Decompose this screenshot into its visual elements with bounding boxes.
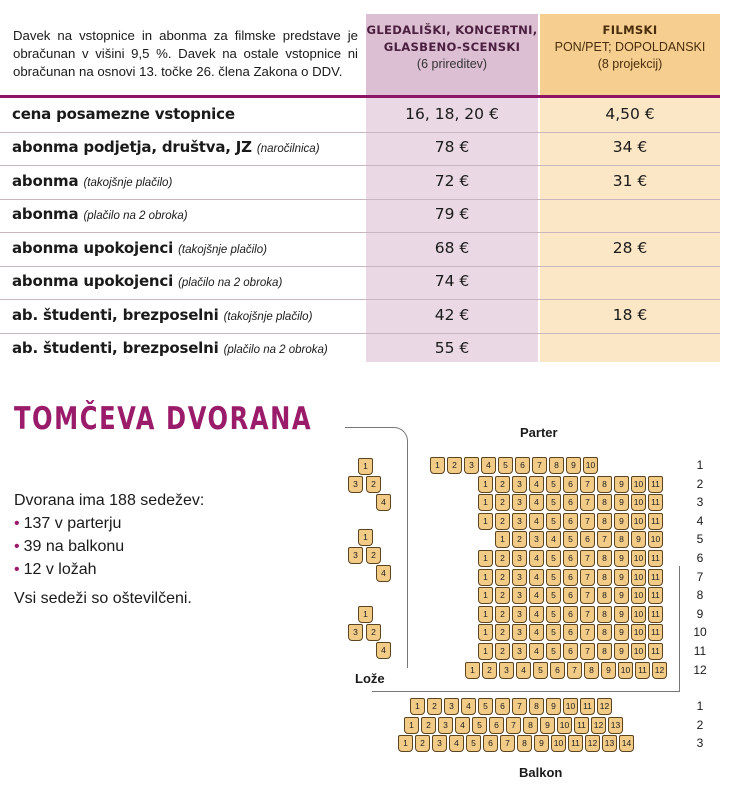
parter-seat[interactable]: 4: [529, 643, 544, 660]
price-theatre: 68 €: [434, 238, 470, 257]
parter-seat[interactable]: 8: [597, 643, 612, 660]
parter-seat[interactable]: 3: [512, 513, 527, 530]
row-number: 1: [696, 458, 704, 472]
row-label: [12, 239, 267, 257]
parter-seat[interactable]: 7: [580, 476, 595, 493]
parter-seat[interactable]: 4: [546, 531, 561, 548]
parter-seat[interactable]: 3: [512, 494, 527, 511]
column-header-title-line1: FILMSKI: [602, 23, 658, 37]
parter-seat[interactable]: 1: [478, 513, 493, 530]
parter-seat[interactable]: 7: [580, 513, 595, 530]
hall-title: TOMČEVA DVORANA: [14, 401, 313, 437]
parter-seat[interactable]: 2: [495, 624, 510, 641]
parter-seat[interactable]: 5: [546, 569, 561, 586]
parter-seat[interactable]: 10: [631, 513, 646, 530]
parter-seat[interactable]: 2: [495, 513, 510, 530]
parter-seat[interactable]: 2: [495, 550, 510, 567]
parter-seat[interactable]: 5: [546, 550, 561, 567]
parter-seat[interactable]: 9: [601, 662, 616, 679]
parter-seat[interactable]: 11: [648, 476, 663, 493]
row-label-text: abonma podjetja, društva, JZ: [12, 138, 252, 157]
row-divider: [0, 165, 720, 166]
parter-seat[interactable]: 5: [546, 624, 561, 641]
price-film: 28 €: [612, 238, 648, 257]
parter-seat[interactable]: 5: [546, 476, 561, 493]
parter-seat[interactable]: 7: [532, 457, 547, 474]
parter-seat[interactable]: 1: [478, 569, 493, 586]
parter-seat[interactable]: 8: [597, 494, 612, 511]
loza-seat[interactable]: 1: [358, 458, 373, 475]
loza-seat[interactable]: 3: [348, 624, 363, 641]
row-label-text: ab. študenti, brezposelni: [12, 339, 219, 358]
parter-seat[interactable]: 10: [631, 643, 646, 660]
row-label-text: cena posamezne vstopnice: [12, 104, 235, 123]
parter-seat[interactable]: 10: [631, 476, 646, 493]
parter-seat[interactable]: 11: [648, 624, 663, 641]
balkon-seat[interactable]: 8: [529, 698, 544, 715]
bullet-item: • 12 v ložah: [14, 561, 97, 578]
row-label-text: abonma upokojenci: [12, 272, 174, 291]
parter-seat[interactable]: 8: [584, 662, 599, 679]
loze-label: Lože: [355, 671, 385, 686]
balkon-seat[interactable]: 1: [398, 735, 413, 752]
parter-seat[interactable]: 1: [478, 494, 493, 511]
balkon-seat[interactable]: 9: [546, 698, 561, 715]
row-number: 9: [696, 606, 704, 621]
parter-seat[interactable]: 2: [495, 643, 510, 660]
parter-seat[interactable]: 6: [515, 457, 530, 474]
loza-seat[interactable]: 2: [366, 547, 381, 564]
row-label-text: abonma upokojenci: [12, 238, 174, 257]
row-label-note: (plačilo na 2 obroka): [223, 344, 328, 357]
parter-seat[interactable]: 11: [648, 494, 663, 511]
parter-seat[interactable]: 4: [529, 624, 544, 641]
row-number: 2: [696, 476, 704, 491]
row-label: [12, 339, 328, 357]
parter-seat[interactable]: 3: [529, 531, 544, 548]
parter-seat[interactable]: 8: [597, 550, 612, 567]
price-theatre: 79 €: [434, 205, 470, 224]
parter-seat[interactable]: 11: [648, 550, 663, 567]
parter-seat[interactable]: 11: [635, 662, 650, 679]
parter-seat[interactable]: 11: [648, 643, 663, 660]
balkon-seat[interactable]: 8: [517, 735, 532, 752]
column-header-film: [540, 22, 720, 73]
price-film: 18 €: [612, 305, 648, 324]
parter-seat[interactable]: 6: [563, 494, 578, 511]
parter-seat[interactable]: 6: [580, 531, 595, 548]
balkon-seat[interactable]: 12: [591, 717, 606, 734]
loza-seat[interactable]: 3: [348, 476, 363, 493]
price-theatre: 72 €: [434, 171, 470, 190]
parter-seat[interactable]: 5: [498, 457, 513, 474]
loza-seat[interactable]: 4: [376, 642, 391, 659]
parter-label: Parter: [520, 425, 558, 440]
parter-seat[interactable]: 6: [563, 550, 578, 567]
bullet-dot-icon: •: [14, 515, 20, 532]
price-film: 34 €: [612, 138, 648, 157]
balkon-seat[interactable]: 1: [410, 698, 425, 715]
parter-seat[interactable]: 1: [478, 624, 493, 641]
parter-seat[interactable]: 9: [614, 476, 629, 493]
parter-seat[interactable]: 8: [614, 531, 629, 548]
row-label: [12, 272, 282, 290]
row-divider: [0, 199, 720, 200]
loza-seat[interactable]: 4: [376, 565, 391, 582]
parter-seat[interactable]: 6: [563, 643, 578, 660]
parter-seat[interactable]: 2: [512, 531, 527, 548]
parter-seat[interactable]: 8: [597, 587, 612, 604]
parter-seat[interactable]: 4: [529, 513, 544, 530]
balkon-seat[interactable]: 2: [415, 735, 430, 752]
column-header-title-line2: GLASBENO-SCENSKI: [383, 40, 521, 54]
parter-seat[interactable]: 2: [447, 457, 462, 474]
parter-seat[interactable]: 4: [529, 606, 544, 623]
parter-seat[interactable]: 1: [495, 531, 510, 548]
parter-seat[interactable]: 8: [597, 513, 612, 530]
parter-seat[interactable]: 9: [614, 494, 629, 511]
balkon-seat[interactable]: 4: [449, 735, 464, 752]
parter-seat[interactable]: 8: [597, 624, 612, 641]
parter-seat[interactable]: 10: [631, 569, 646, 586]
row-label: [12, 306, 312, 324]
parter-seat[interactable]: 1: [478, 587, 493, 604]
parter-seat[interactable]: 4: [529, 587, 544, 604]
column-header-title-line2: PON/PET; DOPOLDANSKI: [554, 40, 706, 54]
parter-seat[interactable]: 4: [529, 476, 544, 493]
row-number: 4: [696, 513, 704, 528]
row-number: 12: [693, 662, 707, 677]
parter-seat[interactable]: 1: [478, 550, 493, 567]
parter-seat[interactable]: 8: [549, 457, 564, 474]
parter-seat[interactable]: 7: [580, 569, 595, 586]
parter-seat[interactable]: 10: [631, 550, 646, 567]
row-label-note: (takojšnje plačilo): [83, 176, 173, 189]
row-divider: [0, 232, 720, 233]
parter-seat[interactable]: 10: [631, 624, 646, 641]
balkon-seat[interactable]: 14: [619, 735, 634, 752]
balkon-seat[interactable]: 5: [478, 698, 493, 715]
parter-seat[interactable]: 1: [478, 476, 493, 493]
parter-seat[interactable]: 4: [481, 457, 496, 474]
row-number: 2: [696, 717, 704, 732]
row-label-note: (naročilnica): [256, 143, 320, 156]
parter-seat[interactable]: 2: [495, 587, 510, 604]
parter-seat[interactable]: 4: [516, 662, 531, 679]
hall-footer: Vsi sedeži so oštevilčeni.: [14, 590, 192, 607]
hall-info: [14, 489, 204, 610]
parter-seat[interactable]: 10: [583, 457, 598, 474]
parter-seat[interactable]: 4: [529, 550, 544, 567]
balkon-seat[interactable]: 1: [404, 717, 419, 734]
parter-seat[interactable]: 7: [580, 587, 595, 604]
bullet-item: • 137 v parterju: [14, 515, 122, 532]
price-theatre: 42 €: [434, 305, 470, 324]
column-header-title-line1: GLEDALIŠKI, KONCERTNI,: [366, 23, 538, 37]
balkon-seat[interactable]: 7: [500, 735, 515, 752]
balkon-seat[interactable]: 6: [483, 735, 498, 752]
balkon-seat[interactable]: 11: [574, 717, 589, 734]
parter-seat[interactable]: 11: [648, 569, 663, 586]
row-label-text: abonma: [12, 205, 79, 224]
column-header-subtitle: (6 prireditev): [416, 57, 488, 71]
balkon-seat[interactable]: 13: [608, 717, 623, 734]
parter-seat[interactable]: 2: [495, 569, 510, 586]
pricing-table: [0, 0, 730, 362]
parter-seat[interactable]: 7: [567, 662, 582, 679]
parter-seat[interactable]: 8: [597, 606, 612, 623]
parter-seat[interactable]: 11: [648, 606, 663, 623]
price-film: 31 €: [612, 171, 648, 190]
row-divider: [0, 132, 720, 133]
parter-seat[interactable]: 7: [580, 606, 595, 623]
row-number: 3: [696, 495, 704, 510]
row-label-note: (plačilo na 2 obroka): [178, 277, 283, 290]
row-number: 11: [693, 644, 707, 658]
balkon-seat[interactable]: 8: [523, 717, 538, 734]
parter-seat[interactable]: 2: [482, 662, 497, 679]
loza-seat[interactable]: 1: [358, 529, 373, 546]
row-label-note: (plačilo na 2 obroka): [83, 210, 188, 223]
parter-seat[interactable]: 3: [512, 569, 527, 586]
parter-seat[interactable]: 7: [580, 624, 595, 641]
row-divider: [0, 299, 720, 300]
loza-seat[interactable]: 2: [366, 624, 381, 641]
parter-seat[interactable]: 9: [614, 569, 629, 586]
parter-seat[interactable]: 6: [563, 606, 578, 623]
balkon-seat[interactable]: 6: [495, 698, 510, 715]
parter-seat[interactable]: 7: [580, 550, 595, 567]
balkon-seat[interactable]: 7: [512, 698, 527, 715]
bullet-item: • 39 na balkonu: [14, 538, 125, 555]
row-label: [12, 105, 235, 123]
balkon-seat[interactable]: 3: [444, 698, 459, 715]
parter-seat[interactable]: 3: [464, 457, 479, 474]
parter-seat[interactable]: 5: [563, 531, 578, 548]
parter-seat[interactable]: 9: [566, 457, 581, 474]
parter-seat[interactable]: 3: [512, 550, 527, 567]
parter-seat[interactable]: 5: [546, 606, 561, 623]
row-label-note: (takojšnje plačilo): [223, 310, 313, 323]
parter-seat[interactable]: 3: [499, 662, 514, 679]
loza-seat[interactable]: 2: [366, 476, 381, 493]
price-theatre: 74 €: [434, 272, 470, 291]
parter-seat[interactable]: 4: [529, 569, 544, 586]
parter-seat[interactable]: 3: [512, 606, 527, 623]
parter-seat[interactable]: 10: [631, 587, 646, 604]
hall-intro: Dvorana ima 188 sedežev:: [14, 492, 205, 509]
row-number: 8: [696, 588, 704, 603]
parter-seat[interactable]: 11: [648, 513, 663, 530]
parter-seat[interactable]: 9: [614, 587, 629, 604]
parter-seat[interactable]: 4: [529, 494, 544, 511]
parter-right-wall: [679, 566, 680, 692]
parter-seat[interactable]: 6: [563, 476, 578, 493]
balkon-seat[interactable]: 5: [472, 717, 487, 734]
parter-seat[interactable]: 6: [563, 513, 578, 530]
parter-seat[interactable]: 9: [614, 643, 629, 660]
parter-seat[interactable]: 3: [512, 587, 527, 604]
balkon-seat[interactable]: 10: [557, 717, 572, 734]
parter-seat[interactable]: 5: [546, 494, 561, 511]
row-number: 7: [696, 569, 704, 584]
balkon-seat[interactable]: 11: [568, 735, 583, 752]
parter-seat[interactable]: 5: [546, 513, 561, 530]
parter-seat[interactable]: 9: [631, 531, 646, 548]
row-divider: [0, 266, 720, 267]
parter-seat[interactable]: 10: [631, 606, 646, 623]
row-divider: [0, 333, 720, 334]
balkon-seat[interactable]: 9: [540, 717, 555, 734]
row-label: [12, 138, 320, 156]
row-number: 6: [696, 551, 704, 565]
row-number: 3: [696, 736, 704, 751]
bullet-dot-icon: •: [14, 538, 20, 555]
price-theatre: 16, 18, 20 €: [405, 104, 499, 123]
column-header-subtitle: (8 projekcij): [597, 57, 663, 71]
parter-seat[interactable]: 7: [580, 494, 595, 511]
parter-seat[interactable]: 6: [563, 624, 578, 641]
tax-note: Davek na vstopnice in abonma za filmske predstave je obračunan v višini 9,5 %. Davek na ostale vstopnice ni obračunan na osnovi 13. točke 26. člena Zakona o DDV.: [13, 28, 358, 79]
parter-seat[interactable]: 9: [614, 606, 629, 623]
parter-seat[interactable]: 9: [614, 513, 629, 530]
balkon-seat[interactable]: 2: [427, 698, 442, 715]
parter-seat[interactable]: 3: [512, 643, 527, 660]
row-label-note: (takojšnje plačilo): [178, 243, 267, 256]
balkon-seat[interactable]: 13: [602, 735, 617, 752]
balkon-seat[interactable]: 11: [580, 698, 595, 715]
row-number: 5: [696, 532, 704, 547]
column-header-theatre: [366, 22, 538, 73]
price-film: 4,50 €: [605, 104, 655, 123]
balkon-seat[interactable]: 3: [438, 717, 453, 734]
parter-seat[interactable]: 9: [614, 624, 629, 641]
balkon-seat[interactable]: 12: [597, 698, 612, 715]
bullet-dot-icon: •: [14, 561, 20, 578]
loza-seat[interactable]: 4: [376, 494, 391, 511]
balkon-seat[interactable]: 4: [461, 698, 476, 715]
parter-seat[interactable]: 5: [546, 643, 561, 660]
parter-seat[interactable]: 3: [512, 476, 527, 493]
row-number: 1: [696, 699, 704, 713]
balkon-seat[interactable]: 7: [506, 717, 521, 734]
row-label: [12, 205, 188, 223]
parter-seat[interactable]: 10: [648, 531, 663, 548]
parter-seat[interactable]: 1: [430, 457, 445, 474]
balkon-seat[interactable]: 12: [585, 735, 600, 752]
price-theatre: 78 €: [434, 138, 470, 157]
balkon-seat[interactable]: 5: [466, 735, 481, 752]
parter-seat[interactable]: 1: [465, 662, 480, 679]
balcony-edge: [372, 691, 679, 692]
parter-seat[interactable]: 11: [648, 587, 663, 604]
balkon-label: Balkon: [519, 765, 563, 780]
parter-seat[interactable]: 10: [631, 494, 646, 511]
balkon-seat[interactable]: 10: [563, 698, 578, 715]
parter-seat[interactable]: 2: [495, 476, 510, 493]
balkon-seat[interactable]: 10: [551, 735, 566, 752]
parter-seat[interactable]: 6: [563, 569, 578, 586]
row-label: [12, 172, 172, 190]
parter-seat[interactable]: 6: [563, 587, 578, 604]
parter-seat[interactable]: 3: [512, 624, 527, 641]
balkon-seat[interactable]: 6: [489, 717, 504, 734]
header-divider: [0, 95, 720, 98]
parter-seat[interactable]: 5: [546, 587, 561, 604]
parter-seat[interactable]: 1: [478, 606, 493, 623]
parter-seat[interactable]: 8: [597, 476, 612, 493]
parter-seat[interactable]: 1: [478, 643, 493, 660]
parter-seat[interactable]: 7: [580, 643, 595, 660]
row-label-text: abonma: [12, 171, 79, 190]
balkon-seat[interactable]: 2: [421, 717, 436, 734]
parter-seat[interactable]: 6: [550, 662, 565, 679]
price-theatre: 55 €: [434, 339, 470, 358]
balkon-seat[interactable]: 4: [455, 717, 470, 734]
parter-seat[interactable]: 5: [533, 662, 548, 679]
loza-seat[interactable]: 1: [358, 606, 373, 623]
parter-seat[interactable]: 12: [652, 662, 667, 679]
parter-seat[interactable]: 8: [597, 569, 612, 586]
parter-seat[interactable]: 2: [495, 606, 510, 623]
parter-seat[interactable]: 9: [614, 550, 629, 567]
row-number: 10: [693, 625, 707, 640]
parter-seat[interactable]: 10: [618, 662, 633, 679]
balkon-seat[interactable]: 9: [534, 735, 549, 752]
parter-seat[interactable]: 7: [597, 531, 612, 548]
row-label-text: ab. študenti, brezposelni: [12, 305, 219, 324]
balkon-seat[interactable]: 3: [432, 735, 447, 752]
parter-seat[interactable]: 2: [495, 494, 510, 511]
loza-seat[interactable]: 3: [348, 547, 363, 564]
